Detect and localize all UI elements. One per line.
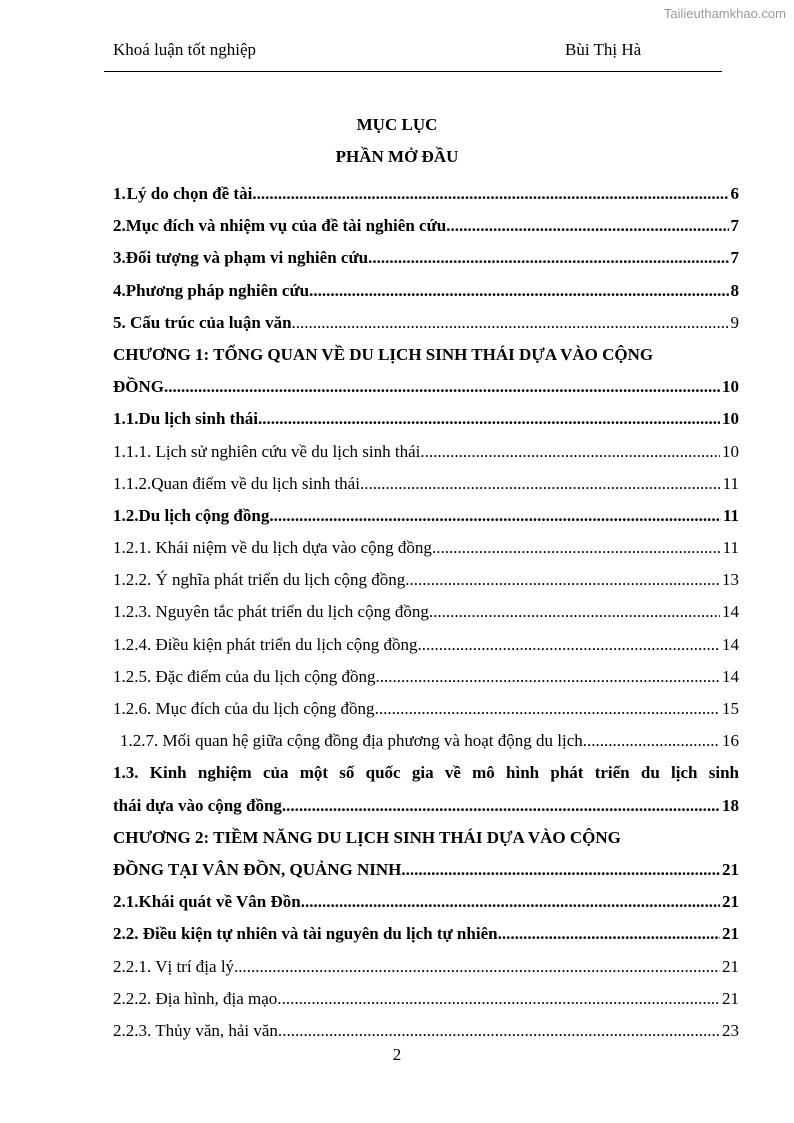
toc-entry-title: 1.2.7. Mối quan hệ giữa cộng đồng địa phương và hoạt động du lịch (120, 731, 583, 751)
toc-entry-page: 21 (722, 988, 739, 1008)
toc-entry-title: 2.2.2. Địa hình, địa mạo. (113, 988, 282, 1008)
toc-entry[interactable] (113, 564, 739, 596)
toc-entry-title: 1.2.4. Điều kiện phát triển du lịch cộng đồng (113, 634, 418, 654)
section-title: PHẦN MỞ ĐẦU (335, 147, 459, 166)
toc-entry[interactable] (113, 242, 739, 274)
toc-entry[interactable] (113, 436, 739, 468)
toc-entry-page: 21 (722, 859, 739, 879)
toc-entry-title: 1.1.2.Quan điểm về du lịch sinh thái (113, 473, 360, 493)
toc-entry-page: 7 (730, 216, 739, 236)
dot-leader (405, 564, 720, 596)
dot-leader (309, 275, 728, 307)
toc-entry[interactable] (113, 339, 739, 371)
toc-entry[interactable] (113, 951, 739, 983)
toc-entry-page: 14 (722, 602, 739, 622)
page-title: MỤC LỤC (356, 115, 438, 134)
dot-leader (238, 951, 720, 983)
watermark: Tailieuthamkhao.com (663, 6, 786, 21)
header-rule (104, 71, 722, 72)
dot-leader (164, 371, 720, 403)
toc-entry-title: 1.2.3. Nguyên tắc phát triển du lịch cộng đồng (113, 602, 429, 622)
toc-entry-title: ĐỒNG (113, 377, 164, 397)
dot-leader (432, 532, 721, 564)
toc-entry-page: 6 (730, 184, 739, 203)
toc-entry-page: 21 (722, 924, 739, 944)
toc-entry-page: 11 (722, 505, 739, 525)
toc-entry-number: 2. (113, 216, 126, 236)
toc-entry[interactable] (113, 725, 739, 757)
dot-leader (429, 596, 720, 628)
toc-entry[interactable] (113, 661, 739, 693)
toc-entry-title: 2.2.1. Vị trí địa lý. (113, 956, 239, 976)
dot-leader (420, 436, 720, 468)
toc-entry-page: 14 (722, 666, 739, 686)
toc-entry[interactable] (113, 468, 739, 500)
toc-entry-page: 23 (722, 1020, 739, 1040)
toc-entry[interactable] (113, 371, 739, 403)
dot-leader (375, 693, 720, 725)
page-number: 2 (392, 1045, 402, 1064)
toc-entry-title: Mục đích và nhiệm vụ của đề tài nghiên cứu (125, 216, 447, 236)
dot-leader (301, 886, 720, 918)
toc-entry-number: 1. (113, 184, 126, 203)
toc-entry[interactable] (113, 596, 739, 628)
toc-entry[interactable] (113, 790, 739, 822)
toc-entry-title: CHƯƠNG 1: TỔNG QUAN VỀ DU LỊCH SINH THÁI DỰA VÀO CỘNG (113, 344, 654, 364)
toc-entry-title: 1.1.1. Lịch sử nghiên cứu về du lịch sinh thái (113, 441, 421, 461)
toc-entry-page: 8 (730, 280, 739, 300)
dot-leader (282, 1015, 720, 1047)
toc-entry-number: 3. (113, 248, 126, 268)
dot-leader (418, 629, 720, 661)
dot-leader (282, 790, 720, 822)
toc-entry-title: Đối tượng và phạm vi nghiên cứu (125, 248, 369, 268)
toc-entry[interactable] (113, 275, 739, 307)
toc-entry-page: 10 (722, 377, 739, 397)
toc-entry[interactable] (113, 532, 739, 564)
toc-entry-title: 1.1.Du lịch sinh thái (113, 409, 259, 429)
dot-leader (401, 854, 720, 886)
table-of-contents (113, 178, 739, 1047)
dot-leader (446, 210, 728, 242)
toc-entry-page: 16 (722, 731, 739, 751)
toc-entry[interactable] (113, 307, 739, 339)
toc-entry[interactable] (113, 210, 739, 242)
toc-entry[interactable] (113, 822, 739, 854)
toc-entry-page: 10 (722, 409, 739, 429)
toc-entry-title: thái dựa vào cộng đồng (113, 795, 282, 815)
dot-leader (583, 725, 720, 757)
toc-entry[interactable] (113, 918, 739, 950)
toc-entry-title: 1.2.1. Khái niệm về du lịch dựa vào cộng đồng (113, 538, 432, 558)
toc-entry-title: 2.2.3. Thủy văn, hải văn. (113, 1020, 283, 1040)
toc-entry[interactable] (113, 983, 739, 1015)
toc-entry-page: 21 (722, 892, 739, 912)
toc-entry-number: 4. (113, 280, 126, 300)
toc-entry[interactable] (113, 757, 739, 789)
dot-leader (292, 307, 729, 339)
toc-entry-page: 7 (730, 248, 739, 268)
toc-entry-title: 1.2.2. Ý nghĩa phát triển du lịch cộng đồng (113, 570, 406, 590)
toc-entry-title: 1.2.5. Đặc điểm của du lịch cộng đồng (113, 666, 376, 686)
toc-entry-title: ĐỒNG TẠI VÂN ĐỒN, QUẢNG NINH (113, 859, 402, 879)
toc-entry-title: 1.2.6. Mục đích của du lịch cộng đồng (113, 699, 375, 718)
toc-entry-title: 5. Cấu trúc của luận văn (113, 312, 292, 332)
toc-entry[interactable] (113, 403, 739, 435)
dot-leader (282, 983, 720, 1015)
dot-leader (360, 468, 721, 500)
toc-entry-page: 18 (722, 795, 739, 815)
toc-entry-title: CHƯƠNG 2: TIỀM NĂNG DU LỊCH SINH THÁI DỰA VÀO CỘNG (113, 827, 621, 847)
toc-entry-page: 10 (722, 441, 739, 461)
toc-entry[interactable] (113, 1015, 739, 1047)
toc-entry[interactable] (113, 886, 739, 918)
toc-entry[interactable] (113, 693, 739, 725)
toc-entry[interactable] (113, 629, 739, 661)
toc-entry-title: 1.2.Du lịch cộng đồng (113, 505, 270, 525)
header-left: Khoá luận tốt nghiệp (113, 40, 257, 59)
toc-entry-page: 11 (722, 538, 739, 558)
toc-entry[interactable] (113, 178, 739, 210)
toc-entry[interactable] (113, 500, 739, 532)
toc-entry-page: 15 (722, 699, 739, 718)
dot-leader (498, 918, 720, 950)
toc-entry-page: 21 (722, 956, 739, 976)
toc-entry-title: 1.3. Kinh nghiệm của một số quốc gia về mô hình phát triển du lịch sinh (113, 763, 739, 783)
dot-leader (269, 500, 721, 532)
header-right: Bùi Thị Hà (565, 40, 642, 59)
toc-entry-page: 13 (722, 570, 739, 590)
toc-entry-page: 14 (722, 634, 739, 654)
toc-entry[interactable] (113, 854, 739, 886)
dot-leader (252, 178, 728, 210)
dot-leader (376, 661, 721, 693)
dot-leader (368, 242, 728, 274)
toc-entry-title: Lý do chọn đề tài (126, 184, 253, 203)
toc-entry-title: Phương pháp nghiên cứu (125, 280, 310, 300)
toc-entry-page: 9 (730, 312, 739, 332)
dot-leader (258, 403, 720, 435)
toc-entry-title: 2.2. Điều kiện tự nhiên và tài nguyên du lịch tự nhiên (113, 924, 498, 944)
toc-entry-title: 2.1.Khái quát về Vân Đồn (113, 892, 301, 912)
toc-entry-page: 11 (722, 473, 739, 493)
